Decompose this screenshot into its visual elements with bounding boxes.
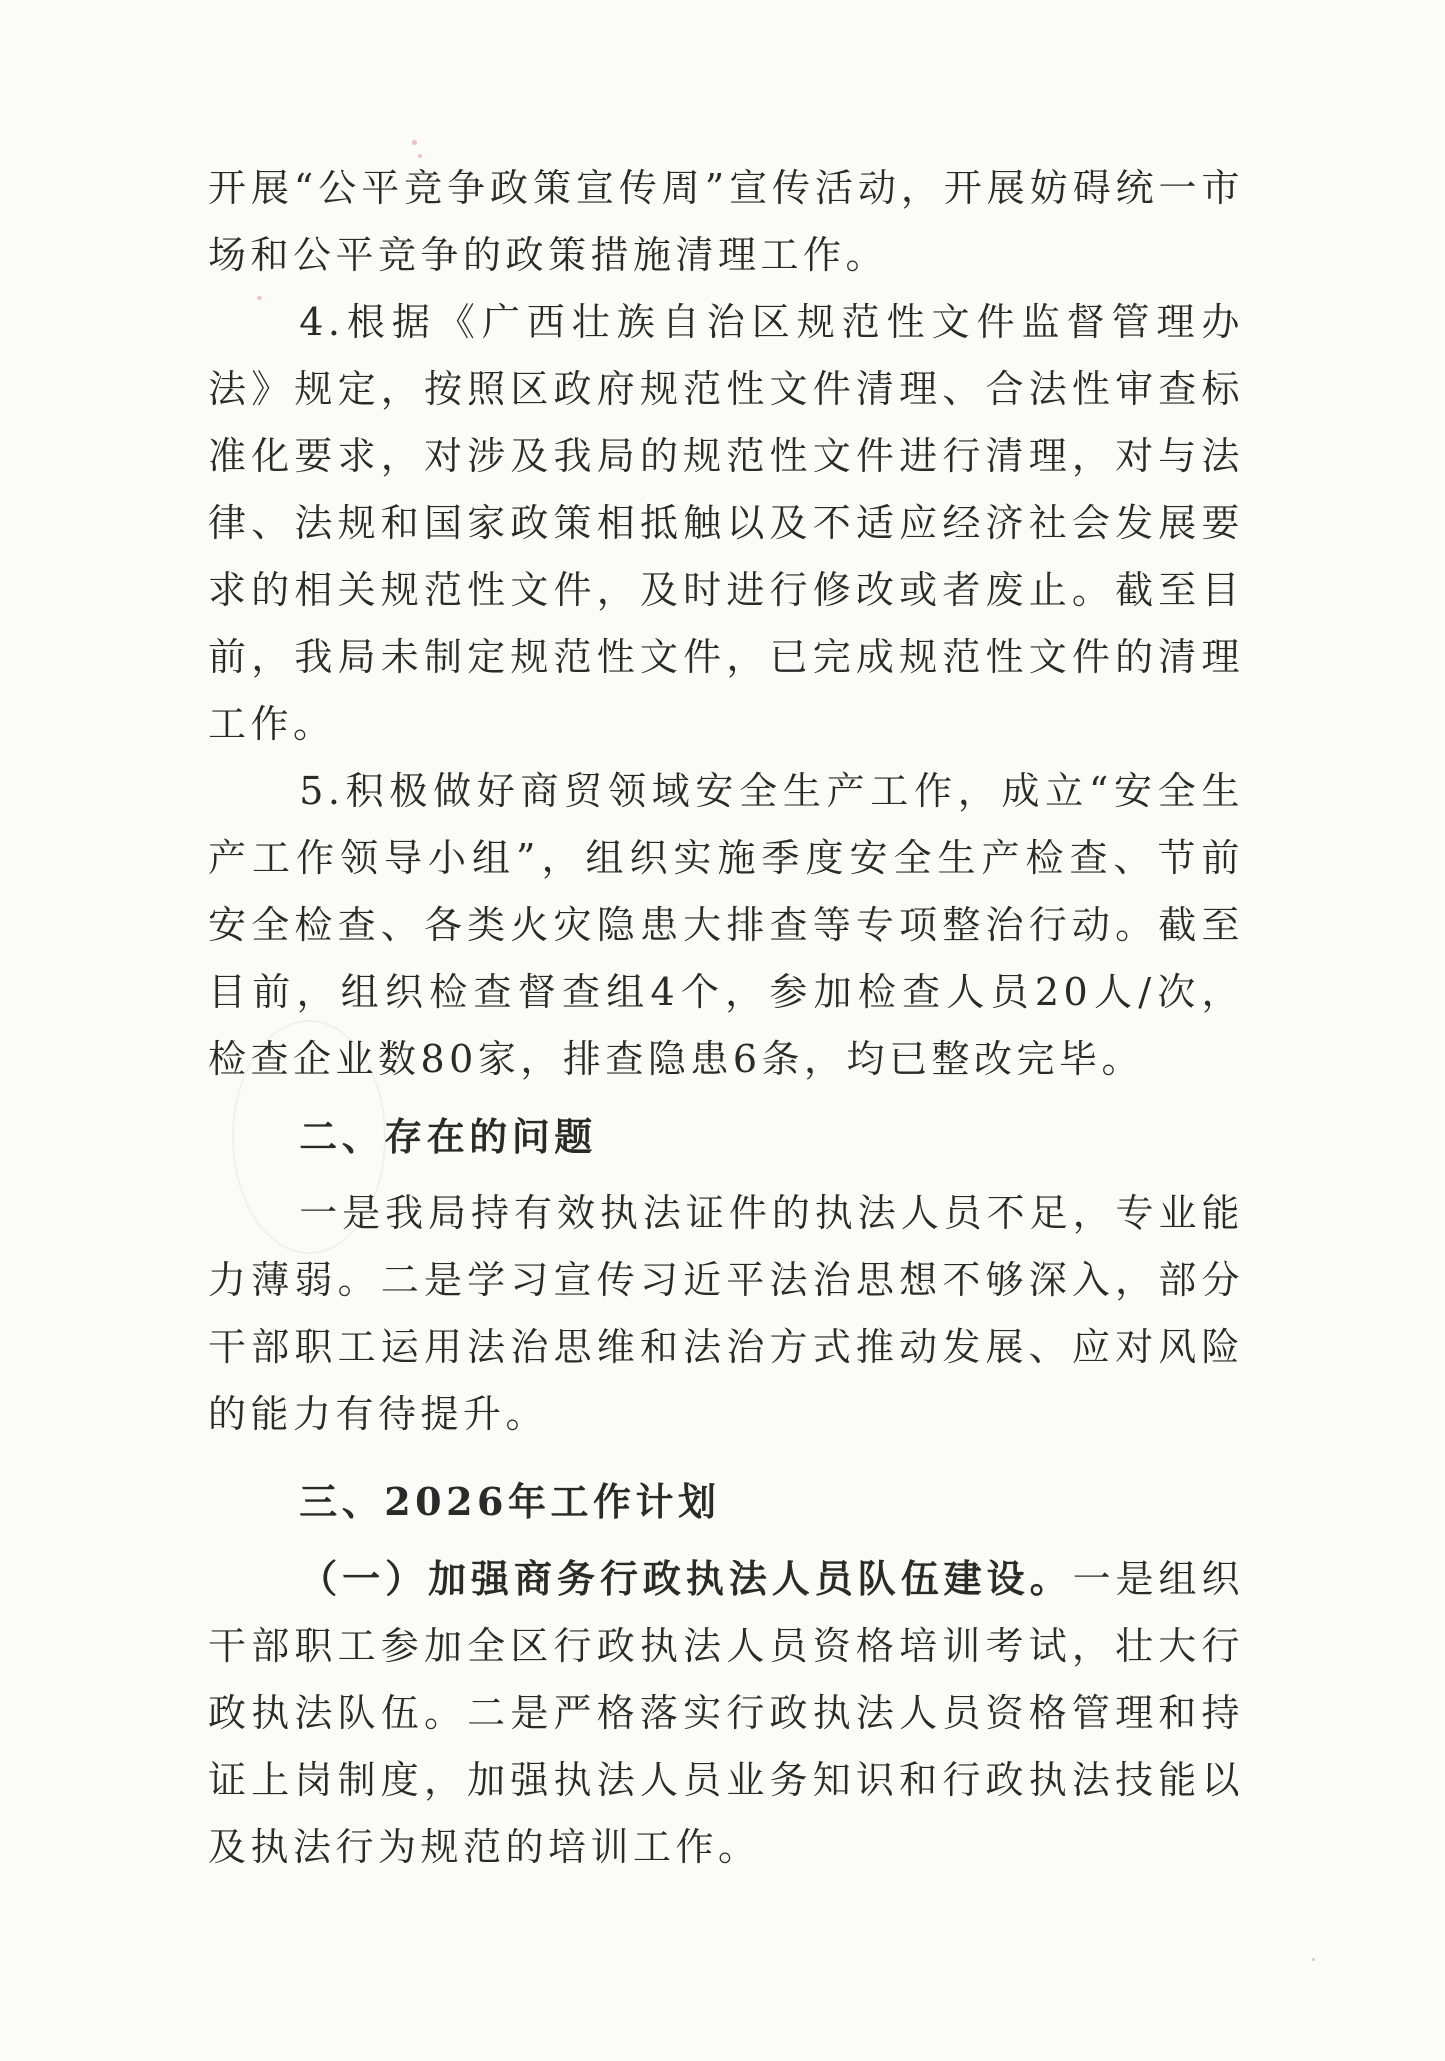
plan-1-lead: （一）加强商务行政执法人员队伍建设。 xyxy=(299,1556,1073,1601)
paragraph-plan-1 xyxy=(208,1545,1244,1881)
paragraph-intro-continuation: 开展“公平竞争政策宣传周”宣传活动，开展妨碍统一市场和公平竞争的政策措施清理工作。 xyxy=(208,166,1244,277)
document-body xyxy=(208,155,1244,1881)
scan-dust-speck xyxy=(1312,1958,1315,1961)
paragraph-problems: 一是我局持有效执法证件的执法人员不足，专业能力薄弱。二是学习宣传习近平法治思想不够深入，部分干部职工运用法治思维和法治方式推动发展、应对风险的能力有待提升。 xyxy=(208,1191,1244,1436)
section-heading-plan: 三、2026年工作计划 xyxy=(299,1479,721,1524)
scan-red-speck xyxy=(412,140,417,145)
section-heading-problems: 二、存在的问题 xyxy=(299,1114,597,1159)
plan-1-body: 一是组织干部职工参加全区行政执法人员资格培训考试，壮大行政执法队伍。二是严格落实行政执法人员资格管理和持证上岗制度，加强执法人员业务知识和行政执法技能以及执法行为规范的培训工作。 xyxy=(208,1557,1244,1869)
paragraph-item-4: 4.根据《广西壮族自治区规范性文件监督管理办法》规定，按照区政府规范性文件清理、合法性审查标准化要求，对涉及我局的规范性文件进行清理，对与法律、法规和国家政策相抵触以及不适应经济社会发展要求的相关规范性文件，及时进行修改或者废止。截至目前，我局未制定规范性文件，已完成规范性文件的清理工作。 xyxy=(208,300,1244,746)
paragraph-item-5: 5.积极做好商贸领域安全生产工作，成立“安全生产工作领导小组”，组织实施季度安全生产检查、节前安全检查、各类火灾隐患大排查等专项整治行动。截至目前，组织检查督查组4个，参加检查人员20人/次，检查企业数80家，排查隐患6条，均已整改完毕。 xyxy=(208,769,1244,1081)
